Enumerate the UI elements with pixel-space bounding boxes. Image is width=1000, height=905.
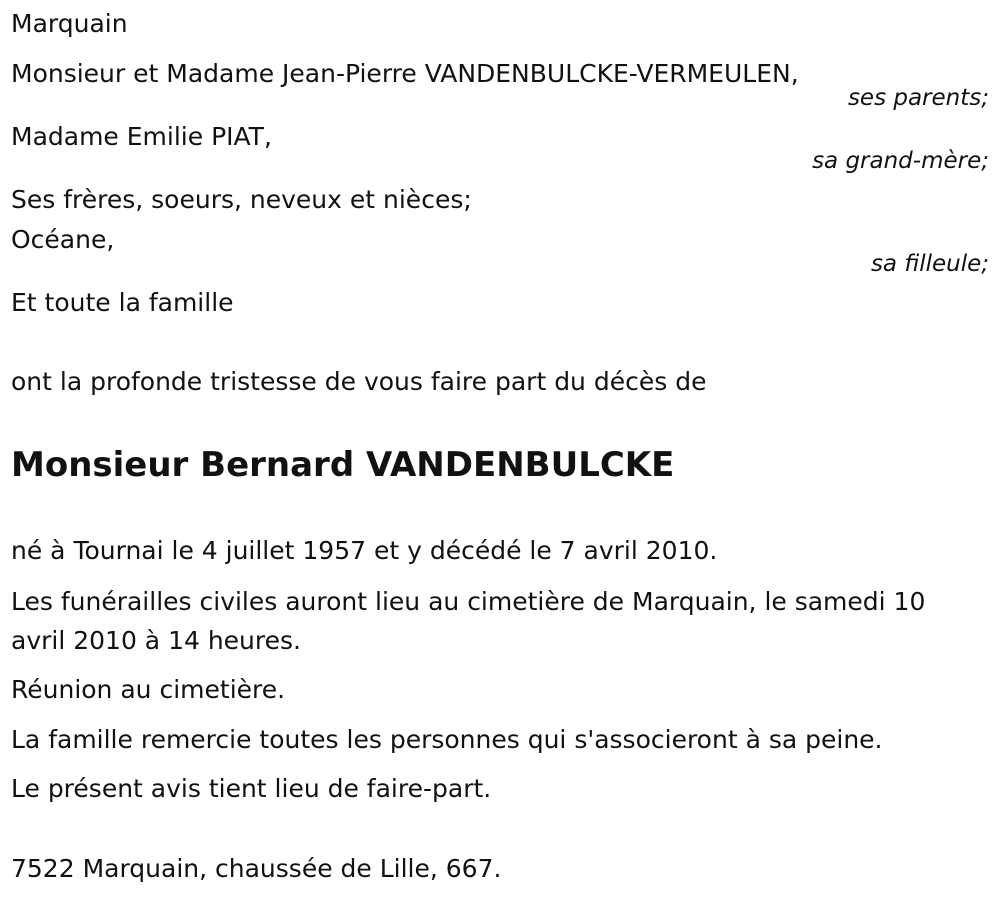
parents-name: Monsieur et Madame Jean-Pierre VANDENBULCKE-VERMEULEN, (11, 59, 799, 88)
grandmother-name: Madame Emilie PIAT, (11, 122, 272, 151)
family-line: Et toute la famille (11, 288, 234, 317)
address-line: 7522 Marquain, chaussée de Lille, 667. (11, 854, 502, 883)
goddaughter-role: sa filleule; (870, 251, 989, 277)
thanks-line: La famille remercie toutes les personnes qui s'associeront à sa peine. (11, 725, 883, 754)
grandmother-role: sa grand-mère; (812, 148, 989, 174)
parents-role: ses parents; (847, 85, 989, 111)
siblings-line: Ses frères, soeurs, neveux et nièces; (11, 185, 472, 214)
birth-death-line: né à Tournai le 4 juillet 1957 et y décédé le 7 avril 2010. (11, 536, 718, 565)
deceased-name: Monsieur Bernard VANDENBULCKE (11, 445, 675, 485)
announcement-line: ont la profonde tristesse de vous faire part du décès de (11, 367, 707, 396)
notice-statement: Le présent avis tient lieu de faire-part. (11, 774, 492, 803)
funeral-details: Les funérailles civiles auront lieu au cimetière de Marquain, le samedi 10 avril 2010 à 14 heures. (11, 587, 926, 655)
goddaughter-name: Océane, (11, 225, 115, 254)
meeting-line: Réunion au cimetière. (11, 675, 286, 704)
location-heading: Marquain (11, 9, 128, 38)
